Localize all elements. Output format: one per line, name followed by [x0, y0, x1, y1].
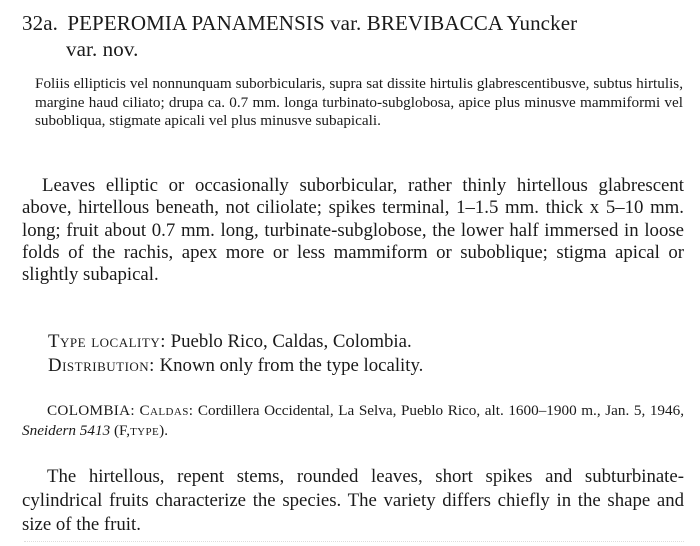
- taxon-heading: [22, 10, 692, 62]
- english-description: Leaves elliptic or occasionally suborbicular, rather thinly hirtellous glabrescent above, hirtellous beneath, not ciliolate; spikes terminal, 1–1.5 mm. thick x 5–10 mm. long; fruit about 0.7 mm. long, turbinate-subglobose, the lower half immersed in loose folds of the rachis, apex more or less mammiform or suboblique; stigma apical or slightly subapical.: [22, 175, 684, 286]
- distribution-value: Known only from the type locality.: [159, 355, 424, 376]
- specimen-herbarium-close: ).: [159, 422, 169, 439]
- variety-name: BREVIBACCA: [366, 11, 502, 35]
- specimen-department: Caldas:: [139, 402, 194, 419]
- taxon-name: PEPEROMIA PANAMENSIS: [67, 11, 325, 35]
- type-locality: [48, 331, 412, 353]
- specimen-collector: Sneidern 5413: [22, 422, 111, 439]
- specimen-citation: [22, 401, 684, 441]
- type-locality-value: Pueblo Rico, Caldas, Colombia.: [170, 331, 412, 352]
- taxon-status: var. nov.: [66, 37, 139, 61]
- page-edge-artifact: [24, 541, 684, 545]
- variety-label: var.: [330, 11, 362, 35]
- latin-diagnosis: Foliis ellipticis vel nonnunquam suborbicularis, supra sat dissite hirtulis glabrescentibusve, subtus hirtulis, margine haud ciliato; drupa ca. 0.7 mm. longa turbinato-subglobosa, apice plus minusve mammiformi vel subobliqua, stigmate apicali vel plus minusve subapicali.: [35, 75, 683, 130]
- specimen-herbarium-type: type: [130, 422, 160, 439]
- discussion-paragraph: The hirtellous, repent stems, rounded leaves, short spikes and subturbinate-cylindrical fruits characterize the species. The variety differs chiefly in the shape and size of the fruit.: [22, 466, 684, 535]
- taxon-author: Yuncker: [506, 11, 578, 35]
- distribution-label: Distribution:: [48, 355, 155, 376]
- type-locality-label: Type locality:: [48, 331, 166, 352]
- distribution: [48, 355, 423, 377]
- specimen-locality: Cordillera Occidental, La Selva, Pueblo Rico, alt. 1600–1900 m., Jan. 5, 1946,: [197, 402, 684, 419]
- specimen-country: COLOMBIA:: [47, 402, 135, 419]
- taxon-number: 32a.: [22, 11, 58, 35]
- specimen-herbarium-open: (F,: [113, 422, 131, 439]
